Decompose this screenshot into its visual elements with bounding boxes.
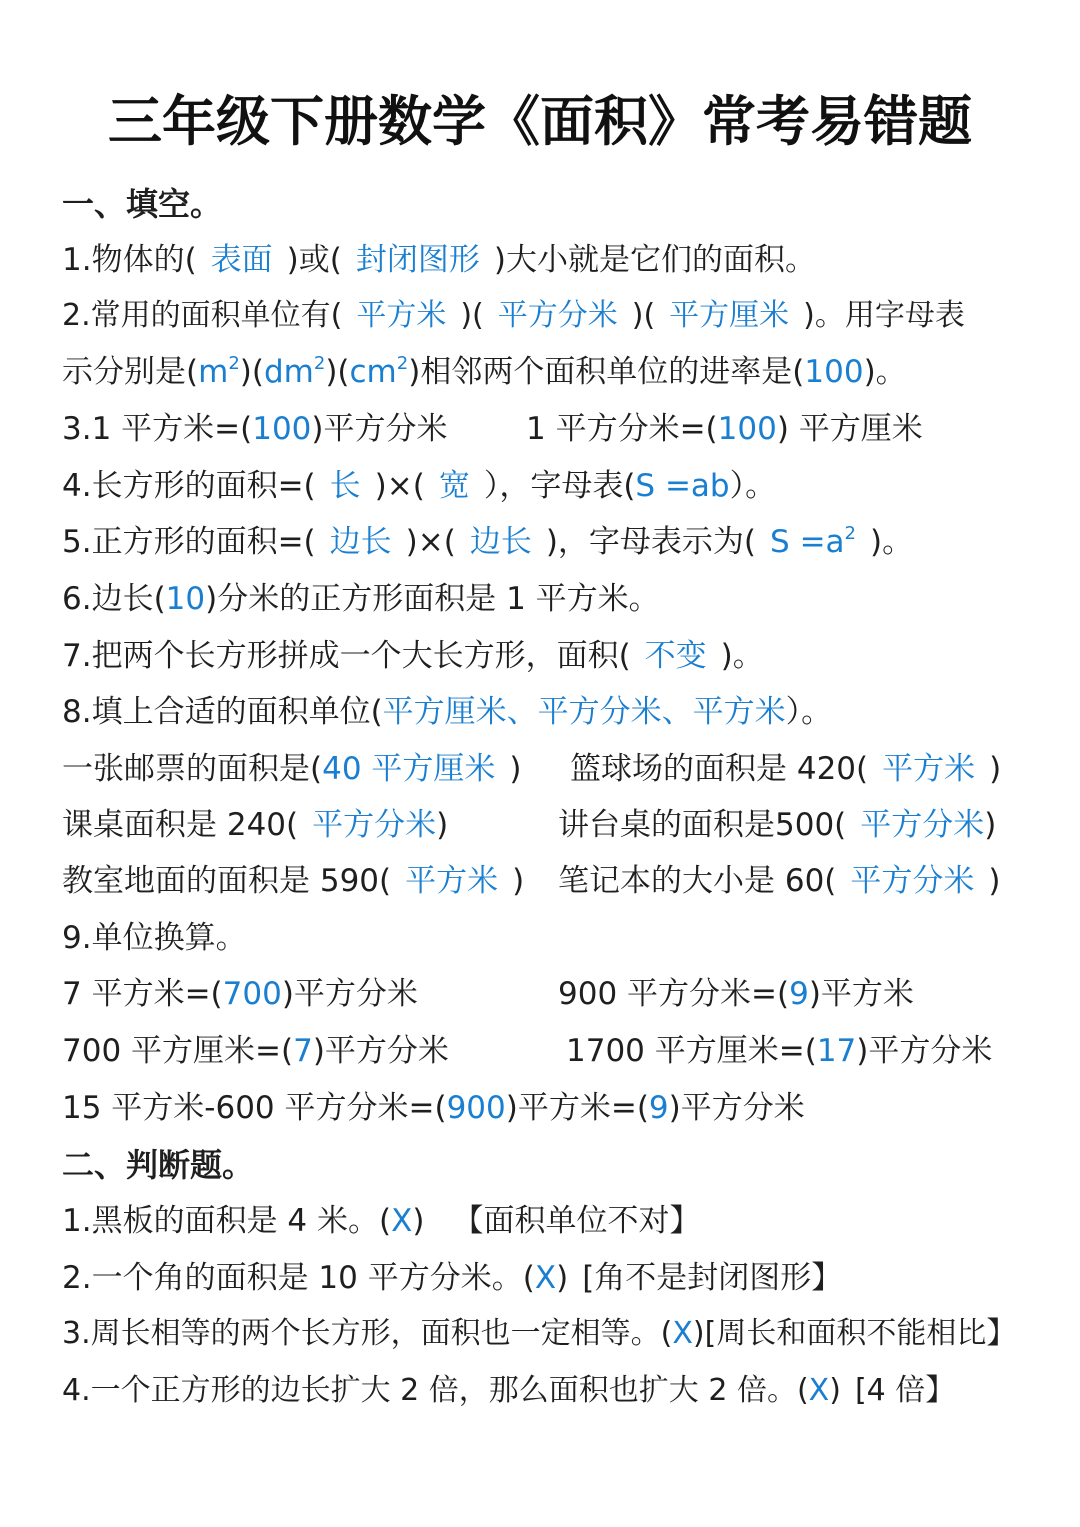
question-text: 4.长方形的面积=( xyxy=(62,468,316,504)
answer: S =ab xyxy=(635,468,730,504)
question-9-row-2: 700 平方厘米=(7)平方分米 1700 平方厘米=(17)平方分米 xyxy=(62,1023,449,1079)
question-text: )。用字母表 xyxy=(803,298,965,333)
question-9-row-1-right: 900 平方分米=(9)平方米 xyxy=(558,976,914,1012)
question-text: )。 xyxy=(870,524,914,560)
question-text: )。 xyxy=(720,638,764,674)
answer: $m^2$ xyxy=(198,352,240,390)
answer: 平方米 xyxy=(356,298,447,333)
page-title: 三年级下册数学《面积》常考易错题 xyxy=(108,90,972,153)
answer: 平方分米 xyxy=(860,807,985,843)
question-text: )平方分米 xyxy=(311,411,448,447)
answer: 9 xyxy=(648,1090,669,1126)
question-text: )或( xyxy=(286,242,342,278)
question-9-row-3: 15 平方米-600 平方分米=(900)平方米=(9)平方分米 xyxy=(62,1090,805,1126)
answer: 不变 xyxy=(644,638,707,674)
question-text: )×( xyxy=(374,468,425,504)
answer: 900 xyxy=(446,1090,506,1126)
answer: 平方分米 xyxy=(850,863,975,899)
question-4 xyxy=(62,458,776,514)
question-text: )分米的正方形面积是 1 平方米。 xyxy=(205,581,660,617)
question-text: )( xyxy=(460,298,484,333)
question-text: )( xyxy=(239,354,264,390)
question-text: ）。 xyxy=(729,468,777,504)
question-text: )( xyxy=(325,354,350,390)
answer: 100 xyxy=(804,354,864,390)
answer: 40 平方厘米 xyxy=(322,751,496,787)
question-text: 8.填上合适的面积单位( xyxy=(62,694,383,730)
question-text: 示分别是( xyxy=(62,354,199,390)
judgement-4: 4.一个正方形的边长扩大 2 倍，那么面积也扩大 2 倍。(X) [4 倍】 xyxy=(62,1373,956,1408)
answer: X xyxy=(534,1260,557,1296)
answer: 700 xyxy=(222,976,282,1012)
answer: 平方厘米 xyxy=(669,298,790,333)
answer: 封闭图形 xyxy=(355,242,480,278)
answer: 边长 xyxy=(469,524,532,560)
question-text: ），字母表( xyxy=(483,468,636,504)
answer: X xyxy=(672,1316,693,1351)
judgement-3: 3.周长相等的两个长方形，面积也一定相等。(X)[周长和面积不能相比】 xyxy=(62,1316,1017,1351)
question-text: 7.把两个长方形拼成一个大长方形，面积( xyxy=(62,638,631,674)
answer: 长 xyxy=(329,468,361,504)
question-7 xyxy=(62,628,764,684)
question-2-line-1 xyxy=(62,288,965,344)
question-8 xyxy=(62,684,832,740)
answer: 10 xyxy=(165,581,206,617)
answer: 7 xyxy=(293,1033,313,1069)
question-text: )相邻两个面积单位的进率是( xyxy=(408,354,805,390)
answer: 宽 xyxy=(438,468,470,504)
question-text: )。 xyxy=(863,354,907,390)
answer: 9 xyxy=(789,976,809,1012)
question-5 xyxy=(62,514,913,570)
question-9-heading: 9.单位换算。 xyxy=(62,920,247,956)
question-3 xyxy=(62,401,923,457)
question-text: 6.边长( xyxy=(62,581,166,617)
question-9-row-2-right: 1700 平方厘米=(17)平方分米 xyxy=(566,1033,993,1069)
answer: 平方分米 xyxy=(497,298,618,333)
question-text: 3.1 平方米=( xyxy=(62,411,253,447)
question-8-row-1: 一张邮票的面积是(40 平方厘米 ) 篮球场的面积是 420( 平方米 ) xyxy=(62,741,522,797)
question-text: )，字母表示为( xyxy=(545,524,757,560)
question-9-row-1: 7 平方米=(700)平方分米 900 平方分米=(9)平方米 xyxy=(62,966,418,1022)
answer: $dm^2$ xyxy=(263,352,326,390)
question-text: )×( xyxy=(405,524,456,560)
question-8-row-2-right: 讲台桌的面积是500( 平方分米) xyxy=(558,807,997,843)
explanation: [周长和面积不能相比】 xyxy=(704,1316,1017,1351)
answer: 100 xyxy=(252,411,312,447)
explanation: 【面积单位不对】 xyxy=(452,1203,701,1239)
question-2-line-2 xyxy=(62,344,907,400)
section-heading-true-false: 二、判断题。 xyxy=(62,1146,255,1184)
explanation: [角不是封闭图形】 xyxy=(582,1260,843,1296)
answer: 平方分米 xyxy=(312,807,437,843)
question-8-row-3: 教室地面的面积是 590( 平方米 ) 笔记本的大小是 60( 平方分米 ) xyxy=(62,853,524,909)
answer: X xyxy=(391,1203,413,1239)
answer: 表面 xyxy=(210,242,273,278)
answer: $cm^2$ xyxy=(349,352,409,390)
question-6 xyxy=(62,571,660,627)
answer: $S =a^2$ xyxy=(770,522,856,560)
answer: 平方米 xyxy=(405,863,499,899)
judgement-1: 1.黑板的面积是 4 米。(X) 【面积单位不对】 xyxy=(62,1203,701,1239)
question-1 xyxy=(62,232,816,288)
question-text: 2.常用的面积单位有( xyxy=(62,298,343,333)
question-text: )( xyxy=(631,298,656,333)
question-text: )大小就是它们的面积。 xyxy=(493,242,816,278)
question-8-row-3-right: 笔记本的大小是 60( 平方分米 ) xyxy=(558,863,1001,899)
judgement-2: 2.一个角的面积是 10 平方分米。(X) [角不是封闭图形】 xyxy=(62,1260,843,1296)
answer: 17 xyxy=(816,1033,857,1069)
question-8-row-1-right: 篮球场的面积是 420( 平方米 ) xyxy=(570,751,1002,787)
question-3-right: 1 平方分米=(100) 平方厘米 xyxy=(526,411,923,447)
question-text: 5.正方形的面积=( xyxy=(62,524,316,560)
answer-options: 平方厘米、平方分米、平方米 xyxy=(382,694,786,730)
section-heading-fill-in: 一、填空。 xyxy=(62,185,223,223)
answer: 平方米 xyxy=(882,751,976,787)
answer: X xyxy=(808,1373,830,1408)
answer: 边长 xyxy=(329,524,392,560)
question-text: 1.物体的( xyxy=(62,242,197,278)
explanation: [4 倍】 xyxy=(854,1373,956,1408)
question-text: ）。 xyxy=(785,694,833,730)
answer: 100 xyxy=(717,411,777,447)
question-8-row-2: 课桌面积是 240( 平方分米) 讲台桌的面积是500( 平方分米) xyxy=(62,797,448,853)
